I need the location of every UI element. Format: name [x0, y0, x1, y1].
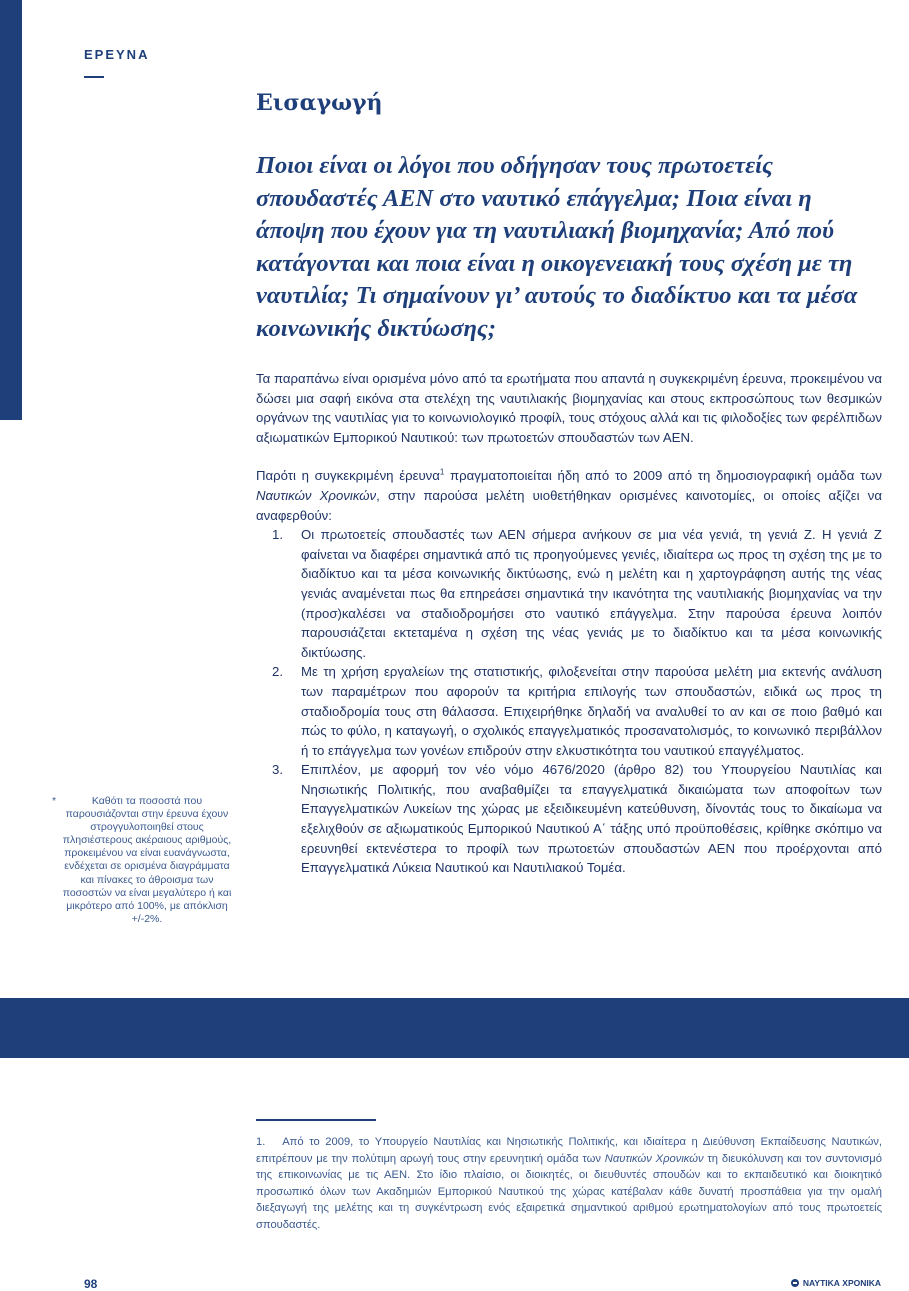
list-item-text: Επιπλέον, με αφορμή τον νέο νόμο 4676/2020 (άρθρο 82) του Υπουργείου Ναυτιλίας και Νησιωτικής Πολιτικής, που αναβαθμίζει τα επαγγελματικά δικαιώματα των αποφοίτων των Επαγγελματικών Λυκείων της χώρας με εξειδικευμένη κατεύθυνση, δίνοντάς τους το δικαίωμα να εξελιχθούν σε αξιωματικούς Εμπορικού Ναυτικού Α΄ τάξης υπό προϋποθέσεις, κρίθηκε σκόπιμο να ερευνηθεί εκτενέστερα το προφίλ των πρωτοετών σπουδαστών ΑΕΝ που προέρχονται από Επαγγελματικά Λύκεια Ναυτικού και Ναυτιλιακού Τομέα. — [301, 762, 882, 876]
decorative-band — [0, 998, 909, 1058]
page-number: 98 — [84, 1277, 98, 1291]
brand-mark-icon — [791, 1279, 799, 1287]
paragraph-2-part-2: πραγματοποιείται ήδη από το 2009 από τη δημοσιογραφική ομάδα των — [444, 468, 882, 484]
list-item-text: Οι πρωτοετείς σπουδαστές των ΑΕΝ σήμερα ανήκουν σε μια νέα γενιά, τη γενιά Ζ. Η γενιά Ζ φαίνεται να διαφέρει σημαντικά από τις προηγούμενες γενιές, ιδιαίτερα ως προς τη σχέση της με το διαδίκτυο και τα μέσα κοινωνικής δικτύωσης, ενώ η μελέτη και η χαρτογράφηση αυτής της νέας γενιάς αναμένεται πως θα επηρεάσει σημαντικά την ικανότητα της ναυτιλιακής βιομηχανίας να την (προσ)καλέσει να σταδιοδρομήσει στο ναυτικό επάγγελμα. Στην παρούσα έρευνα λοιπόν παρουσιάζεται εκτεταμένα η σχέση της νέας γενιάς με το διαδίκτυο και τα μέσα κοινωνικής δικτύωσης. — [301, 527, 882, 660]
section-label: ΕΡΕΥΝΑ — [84, 47, 150, 62]
list-item-number: 3. — [272, 762, 283, 778]
footnote-part-2: τη διευκόλυνση και τον συντονισμό της επικοινωνίας με τις ΑΕΝ. Στο ίδιο πλαίσιο, οι διοικητές, οι διευθυντές σπουδών και το εκπαιδευτικό και διοικητικό προσωπικό όλων των Ακαδημιών Εμπορικού Ναυτικού της χώρας κατέβαλαν κάθε δυνατή προσπάθεια για την ομαλή διεξαγωγή της μελέτης και τη συγκέντρωση ενός εξαιρετικά σημαντικού αριθμού ερωτηματολογίων από τους πρωτοετείς σπουδαστές. — [256, 1152, 882, 1231]
footnote-publication-name: Ναυτικών Χρονικών — [604, 1152, 704, 1165]
list-item — [256, 525, 882, 662]
paragraph-2-part-1: Παρότι η συγκεκριμένη έρευνα — [256, 468, 440, 484]
list-item — [256, 662, 882, 760]
list-item-number: 2. — [272, 664, 283, 680]
footnote-number: 1. — [256, 1136, 266, 1148]
footnote-rule — [256, 1119, 376, 1121]
footnote-part-1: Από το 2009, το Υπουργείο Ναυτιλίας και Νησιωτικής Πολιτικής, και ιδιαίτερα η Διεύθυνση Εκπαίδευσης Ναυτικών, επιτρέπουν με την πολύτιμη αρωγή τους στην ερευνητική ομάδα των — [256, 1136, 883, 1165]
side-note — [52, 795, 232, 926]
brand-name: ΝΑΥΤΙΚΑ ΧΡΟΝΙΚΑ — [802, 1278, 881, 1288]
section-rule — [84, 76, 104, 78]
list-item-number: 1. — [272, 527, 283, 543]
page-title: Εισαγωγή — [256, 90, 383, 116]
lead-question: Ποιοι είναι οι λόγοι που οδήγησαν τους πρωτοετείς σπουδαστές ΑΕΝ στο ναυτικό επάγγελμα; Ποια είναι η άποψη που έχουν για τη ναυτιλιακή βιομηχανία; Από πού κατάγονται και ποια είναι η οικογενειακή τους σχέση με τη ναυτιλία; Τι σημαίνουν γι’ αυτούς το διαδίκτυο και τα μέσα κοινωνικής δικτύωσης; — [256, 152, 858, 342]
side-accent-bar — [0, 0, 22, 420]
list-item — [256, 760, 882, 878]
brand-logo — [791, 1278, 881, 1288]
list-item-text: Με τη χρήση εργαλείων της στατιστικής, φιλοξενείται στην παρούσα μελέτη μια εκτενής ανάλυση των παραμέτρων που αφορούν τα κριτήρια επιλογής των σπουδαστών, ειδικά ως προς τη σταδιοδρομία τους στη θάλασσα. Επιχειρήθηκε δηλαδή να αναλυθεί το αν και σε ποιο βαθμό και πώς το φύλο, η καταγωγή, ο σχολικός επαγγελματικός προσανατολισμός, το κοινωνικό περιβάλλον ή το επάγγελμα των γονέων επιδρούν στην ελκυστικότητα του ναυτικού επαγγέλματος. — [301, 664, 882, 758]
body-text — [256, 369, 882, 878]
footnote-reference[interactable]: 1 — [439, 467, 445, 477]
paragraph-1: Τα παραπάνω είναι ορισμένα μόνο από τα ερωτήματα που απαντά η συγκεκριμένη έρευνα, προκειμένου να δώσει μια σαφή εικόνα στα στελέχη της ναυτιλιακής βιομηχανίας και στους εκπροσώπους των θεσμικών οργάνων της ναυτιλίας για το κοινωνιολογικό προφίλ, τους στόχους αλλά και τις φιλοδοξίες των φερέλπιδων αξιωματικών Εμπορικού Ναυτικού: των πρωτοετών σπουδαστών των ΑΕΝ. — [256, 371, 882, 445]
innovations-list — [256, 525, 882, 878]
publication-name: Ναυτικών Χρονικών — [256, 487, 377, 503]
footnote — [256, 1134, 882, 1234]
paragraph-2-part-3: , στην παρούσα μελέτη υιοθετήθηκαν ορισμένες καινοτομίες, οι οποίες αξίζει να αναφερθούν: — [256, 487, 882, 523]
asterisk-marker: * — [52, 795, 57, 807]
paragraph-2 — [256, 466, 882, 525]
side-note-text: Καθότι τα ποσοστά που παρουσιάζονται στην έρευνα έχουν στρογγυλοποιηθεί στους πλησιέστερους ακέραιους αριθμούς, προκειμένου να είναι ευανάγνωστα, ενδέχεται σε ορισμένα διαγράμματα και πίνακες το άθροισμα των ποσοστών να είναι μεγαλύτερο ή και μικρότερο από 100%, με απόκλιση +/-2%. — [62, 795, 232, 925]
